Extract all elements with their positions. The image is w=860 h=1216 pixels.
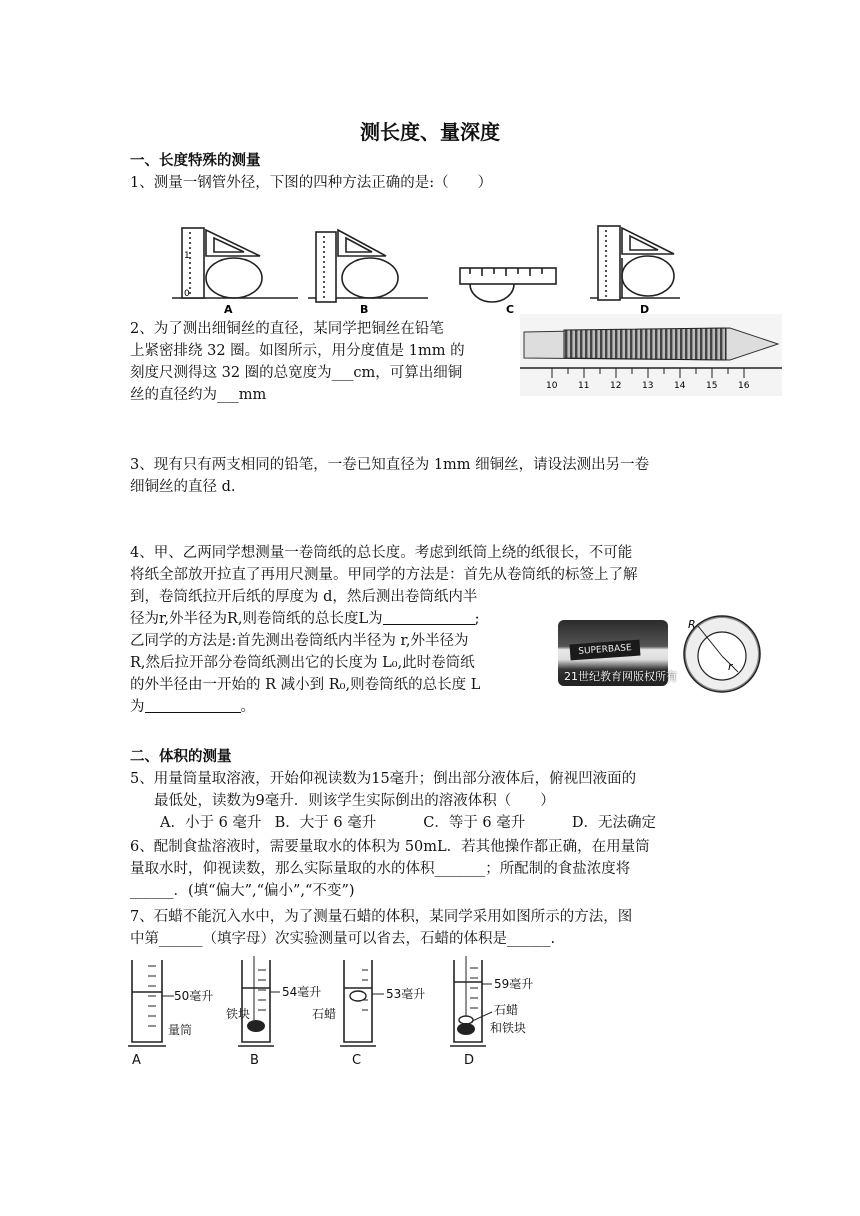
- reading-a: 50毫升: [174, 989, 214, 1003]
- question-4-line: 的外半径由一开始的 R 减小到 R₀,则卷筒纸的总长度 L: [130, 677, 481, 693]
- figure-ruler-methods: [160, 218, 680, 314]
- question-4-line: R,然后拉开部分卷筒纸测出它的长度为 L₀,此时卷筒纸: [130, 655, 475, 671]
- item-d: 石蜡: [494, 1003, 519, 1017]
- cylinder-label-a: A: [132, 1053, 141, 1068]
- watermark: 21世纪教育网版权所有: [564, 670, 677, 683]
- question-4-line: 到，卷筒纸拉开后纸的厚度为 d，然后测出卷筒纸内半: [130, 589, 478, 605]
- ruler-mark-1: 1: [184, 251, 190, 261]
- ruler-tick-label: 10: [546, 381, 558, 391]
- question-2-line: 2、为了测出细铜丝的直径，某同学把铜丝在铅笔: [130, 321, 444, 337]
- label-outer-radius: R: [688, 618, 696, 631]
- cylinder-label-d: D: [464, 1053, 475, 1068]
- figure-1-label-d: D: [640, 303, 650, 314]
- paper-roll-diagram: [676, 614, 768, 694]
- section-heading-volume: 二、体积的测量: [130, 749, 232, 765]
- wax-block: [350, 991, 366, 1001]
- question-4-line: 4、甲、乙两同学想测量一卷筒纸的总长度。考虑到纸筒上绕的纸很长，不可能: [130, 545, 633, 561]
- question-3: [130, 454, 649, 498]
- question-3-line: 3、现有只有两支相同的铅笔，一卷已知直径为 1mm 细铜丝，请设法测出另一卷: [130, 457, 650, 473]
- section-heading-length: 一、长度特殊的测量: [130, 153, 261, 169]
- semicolon: ;: [474, 611, 480, 627]
- question-4-line: 为: [130, 699, 145, 715]
- figure-1-label-c: C: [506, 303, 515, 314]
- figure-pencil-wire: [520, 314, 782, 396]
- question-4-line: 径为r,外半径为R,则卷筒纸的总长度L为: [130, 611, 383, 627]
- question-3-line: 细铜丝的直径 d.: [130, 479, 236, 495]
- photo-label: SUPERBASE: [570, 640, 641, 661]
- iron-block: [247, 1020, 265, 1032]
- answer-blank-yi[interactable]: [145, 698, 241, 713]
- option-b[interactable]: B．大于 6 毫升: [274, 815, 377, 831]
- ruler-tick-label: 13: [642, 381, 654, 391]
- label-inner-radius: r: [728, 660, 733, 673]
- cylinder-label-c: C: [352, 1053, 362, 1068]
- question-7-line: 7、石蜡不能沉入水中，为了测量石蜡的体积，某同学采用如图所示的方法，图: [130, 909, 633, 925]
- reading-c: 53毫升: [386, 987, 426, 1001]
- iron-block-d: [457, 1023, 475, 1035]
- question-7-line: 中第______（填字母）次实验测量可以省去，石蜡的体积是______.: [130, 931, 556, 947]
- ruler-tick-label: 11: [578, 381, 590, 391]
- cylinder-label-b: B: [250, 1053, 259, 1068]
- ruler-tick-label: 12: [610, 381, 622, 391]
- question-4-line: 乙同学的方法是:首先测出卷筒纸内半径为 r,外半径为: [130, 633, 469, 649]
- page-title: 测长度、量深度: [360, 120, 500, 144]
- question-6: [130, 836, 650, 902]
- question-2-line: 上紧密排绕 32 圈。如图所示，用分度值是 1mm 的: [130, 343, 465, 359]
- figure-cylinders: [126, 956, 566, 1068]
- question-7: [130, 906, 632, 950]
- period: 。: [240, 699, 255, 715]
- reading-b: 54毫升: [282, 985, 322, 999]
- question-6-line: ______．(填“偏大”,“偏小”,“不变”): [130, 883, 355, 899]
- item-d-2: 和铁块: [490, 1021, 527, 1035]
- item-c: 石蜡: [312, 1007, 337, 1021]
- option-c[interactable]: C．等于 6 毫升: [423, 815, 526, 831]
- option-a[interactable]: A．小于 6 毫升: [160, 815, 262, 831]
- question-1: 1、测量一钢管外径，下图的四种方法正确的是:（ ）: [130, 175, 493, 191]
- wax-block-d: [459, 1016, 473, 1024]
- answer-blank-jia[interactable]: [383, 610, 475, 625]
- option-d[interactable]: D．无法确定: [571, 815, 656, 831]
- reading-d: 59毫升: [494, 977, 534, 991]
- question-2-line: 丝的直径约为___mm: [130, 387, 267, 403]
- question-6-line: 6、配制食盐溶液时，需要量取水的体积为 50mL．若其他操作都正确，在用量筒: [130, 839, 650, 855]
- question-2: [130, 318, 465, 406]
- ruler-tick-label: 14: [674, 381, 686, 391]
- question-5-line: 最低处，读数为9毫升．则该学生实际倒出的溶液体积（ ）: [154, 793, 555, 809]
- question-6-line: 量取水时，仰视读数，那么实际量取的水的体积_______；所配制的食盐浓度将: [130, 861, 631, 877]
- figure-1-label-b: B: [360, 303, 369, 314]
- ruler-tick-label: 16: [738, 381, 750, 391]
- ruler-mark-0: 0: [184, 289, 190, 299]
- figure-1-label-a: A: [224, 303, 233, 314]
- item-a: 量筒: [168, 1023, 193, 1037]
- item-b: 铁块: [226, 1007, 251, 1021]
- question-2-line: 刻度尺测得这 32 圈的总宽度为___cm，可算出细铜: [130, 365, 463, 381]
- question-5-line: 5、用量筒量取溶液，开始仰视读数为15毫升；倒出部分液体后，俯视凹液面的: [130, 771, 637, 787]
- question-4-line: 将纸全部放开拉直了再用尺测量。甲同学的方法是：首先从卷筒纸的标签上了解: [130, 567, 638, 583]
- ruler-tick-label: 15: [706, 381, 718, 391]
- question-5: [130, 768, 656, 834]
